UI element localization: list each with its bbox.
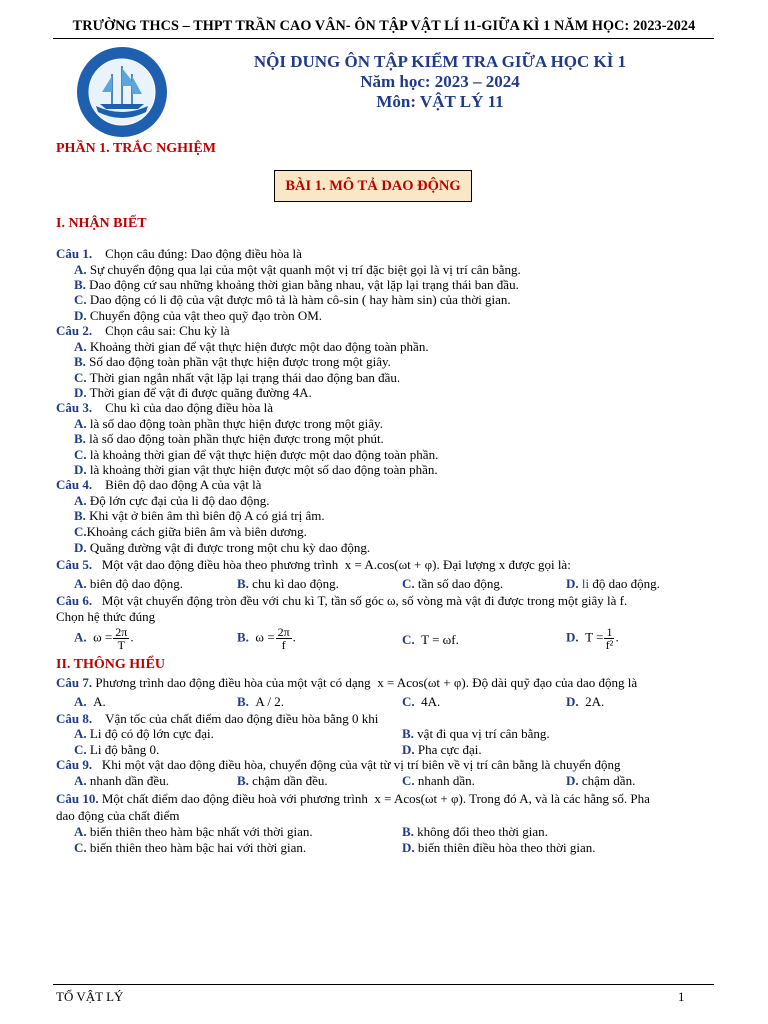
- part-heading: PHẦN 1. TRẮC NGHIỆM: [56, 141, 216, 156]
- question-1: Câu 1. Chọn câu đúng: Dao động điều hòa là: [56, 246, 302, 261]
- q4-option-b: B. Khi vật ở biên âm thì biên độ A có giá trị âm.: [74, 508, 325, 523]
- q7-option-c: C. 4A.: [402, 694, 441, 709]
- q9-option-c: C. nhanh dần.: [402, 773, 475, 788]
- q6-option-a: A. ω = $\frac{2\pi}{T}$ .: [74, 625, 134, 652]
- question-3: Câu 3. Chu kì của dao động điều hòa là: [56, 400, 274, 415]
- question-6-cont: Chọn hệ thức đúng: [56, 609, 156, 624]
- q4-option-d: D. Quãng đường vật đi được trong một chu kỳ dao động.: [74, 540, 371, 555]
- q1-option-b: B. Dao động cứ sau những khoảng thời gian bằng nhau, vật lặp lại trạng thái ban đầu.: [74, 277, 519, 292]
- page-number: 1: [678, 989, 685, 1004]
- q7-option-b: B. A / 2.: [237, 694, 284, 709]
- q6-option-c: C. T = ωf.: [402, 632, 459, 647]
- question-2: Câu 2. Chọn câu sai: Chu kỳ là: [56, 323, 230, 338]
- q10-equation: x = Acos(ωt + φ): [374, 791, 463, 806]
- question-5: Câu 5. Một vật dao động điều hòa theo phương trình x = A.cos(ωt + φ). Đại lượng x được gọi là:: [56, 557, 571, 572]
- q9-option-b: B. chậm dần đều.: [237, 773, 328, 788]
- q1-option-c: C. Dao động có li độ của vật được mô tả là hàm cô-sin ( hay hàm sin) của thời gian.: [74, 292, 511, 307]
- q10-option-b: B. không đổi theo thời gian.: [402, 824, 548, 839]
- footer-divider: [53, 984, 714, 985]
- page-header: TRƯỜNG THCS – THPT TRẦN CAO VÂN- ÔN TẬP VẬT LÍ 11-GIỮA KÌ 1 NĂM HỌC: 2023-2024: [72, 18, 696, 34]
- section-heading-1: I. NHẬN BIẾT: [56, 216, 147, 231]
- q3-option-a: A. là số dao động toàn phần thực hiện được trong một giây.: [74, 416, 383, 431]
- question-10-cont: dao động của chất điểm: [56, 808, 180, 823]
- q3-option-c: C. là khoảng thời gian để vật thực hiện được một dao động toàn phần.: [74, 447, 439, 462]
- q3-option-b: B. là số dao động toàn phần thực hiện được trong một phút.: [74, 431, 384, 446]
- q5-option-b: B. chu kì dao động.: [237, 576, 339, 591]
- q9-option-a: A. nhanh dần đều.: [74, 773, 169, 788]
- q8-option-b: B. vật đi qua vị trí cân bằng.: [402, 726, 550, 741]
- q1-option-d: D. Chuyển động của vật theo quỹ đạo tròn OM.: [74, 308, 323, 323]
- q4-option-c: C.Khoảng cách giữa biên âm và biên dương.: [74, 524, 307, 539]
- q3-option-d: D. là khoảng thời gian vật thực hiện được một số dao động toàn phần.: [74, 462, 438, 477]
- footer-dept: TỔ VẬT LÝ: [56, 989, 124, 1004]
- q4-option-a: A. Độ lớn cực đại của li độ dao động.: [74, 493, 270, 508]
- q9-option-d: D. chậm dần.: [566, 773, 636, 788]
- question-9: Câu 9. Khi một vật dao động điều hòa, chuyển động của vật từ vị trí biên về vị trí cân bằng là chuyển động: [56, 757, 621, 772]
- section-heading-2: II. THÔNG HIỂU: [56, 657, 166, 672]
- q8-option-a: A. Li độ có độ lớn cực đại.: [74, 726, 214, 741]
- q10-option-d: D. biến thiên điều hòa theo thời gian.: [402, 840, 596, 855]
- question-10: Câu 10. Một chất điểm dao động điều hoà với phương trình x = Acos(ωt + φ). Trong đó A, và là các hằng số. Pha: [56, 791, 650, 806]
- question-7: Câu 7. Phương trình dao động điều hòa của một vật có dạng x = Acos(ωt + φ). Độ dài quỹ đạo của dao động là: [56, 675, 638, 690]
- lesson-title-box: BÀI 1. MÔ TẢ DAO ĐỘNG: [274, 170, 472, 202]
- q2-option-b: B. Số dao động toàn phần vật thực hiện được trong một giây.: [74, 354, 391, 369]
- header-divider: [53, 38, 714, 39]
- q8-option-c: C. Li độ bằng 0.: [74, 742, 160, 757]
- q7-option-a: A. A.: [74, 694, 106, 709]
- q7-equation: x = Acos(ωt + φ): [377, 675, 466, 690]
- question-8: Câu 8. Vận tốc của chất điểm dao động điều hòa bằng 0 khi: [56, 711, 379, 726]
- q5-option-d: D. li độ dao động.: [566, 576, 660, 591]
- q2-option-a: A. Khoảng thời gian để vật thực hiện được một dao động toàn phần.: [74, 339, 429, 354]
- q10-option-c: C. biến thiên theo hàm bậc hai với thời gian.: [74, 840, 307, 855]
- question-4: Câu 4. Biên độ dao động A của vật là: [56, 477, 262, 492]
- q6-option-d: D. T = $\frac{1}{\text{f²}}$ .: [566, 625, 619, 652]
- q10-option-a: A. biến thiên theo hàm bậc nhất với thời gian.: [74, 824, 313, 839]
- q1-option-a: A. Sự chuyển động qua lại của một vật quanh một vị trí đặc biệt gọi là vị trí cân bằng.: [74, 262, 521, 277]
- q5-equation: x = A.cos(ωt + φ): [344, 557, 437, 572]
- q2-option-c: C. Thời gian ngắn nhất vật lặp lại trạng thái dao động ban đầu.: [74, 370, 401, 385]
- subject: Môn: VẬT LÝ 11: [376, 92, 504, 111]
- q6-option-b: B. ω = $\frac{2\pi}{f}$ .: [237, 625, 296, 652]
- q7-option-d: D. 2A.: [566, 694, 605, 709]
- question-6: Câu 6. Một vật chuyển động tròn đều với chu kì T, tần số góc ω, số vòng mà vật đi được trong một giây là f.: [56, 593, 628, 608]
- doc-title: NỘI DUNG ÔN TẬP KIỂM TRA GIỮA HỌC KÌ 1: [253, 52, 627, 71]
- school-year: Năm học: 2023 – 2024: [360, 72, 520, 91]
- q8-option-d: D. Pha cực đại.: [402, 742, 482, 757]
- q5-option-a: A. biên độ dao động.: [74, 576, 184, 591]
- school-logo: [76, 46, 168, 138]
- q2-option-d: D. Thời gian để vật đi được quãng đường 4A.: [74, 385, 312, 400]
- q5-option-c: C. tần số dao động.: [402, 576, 504, 591]
